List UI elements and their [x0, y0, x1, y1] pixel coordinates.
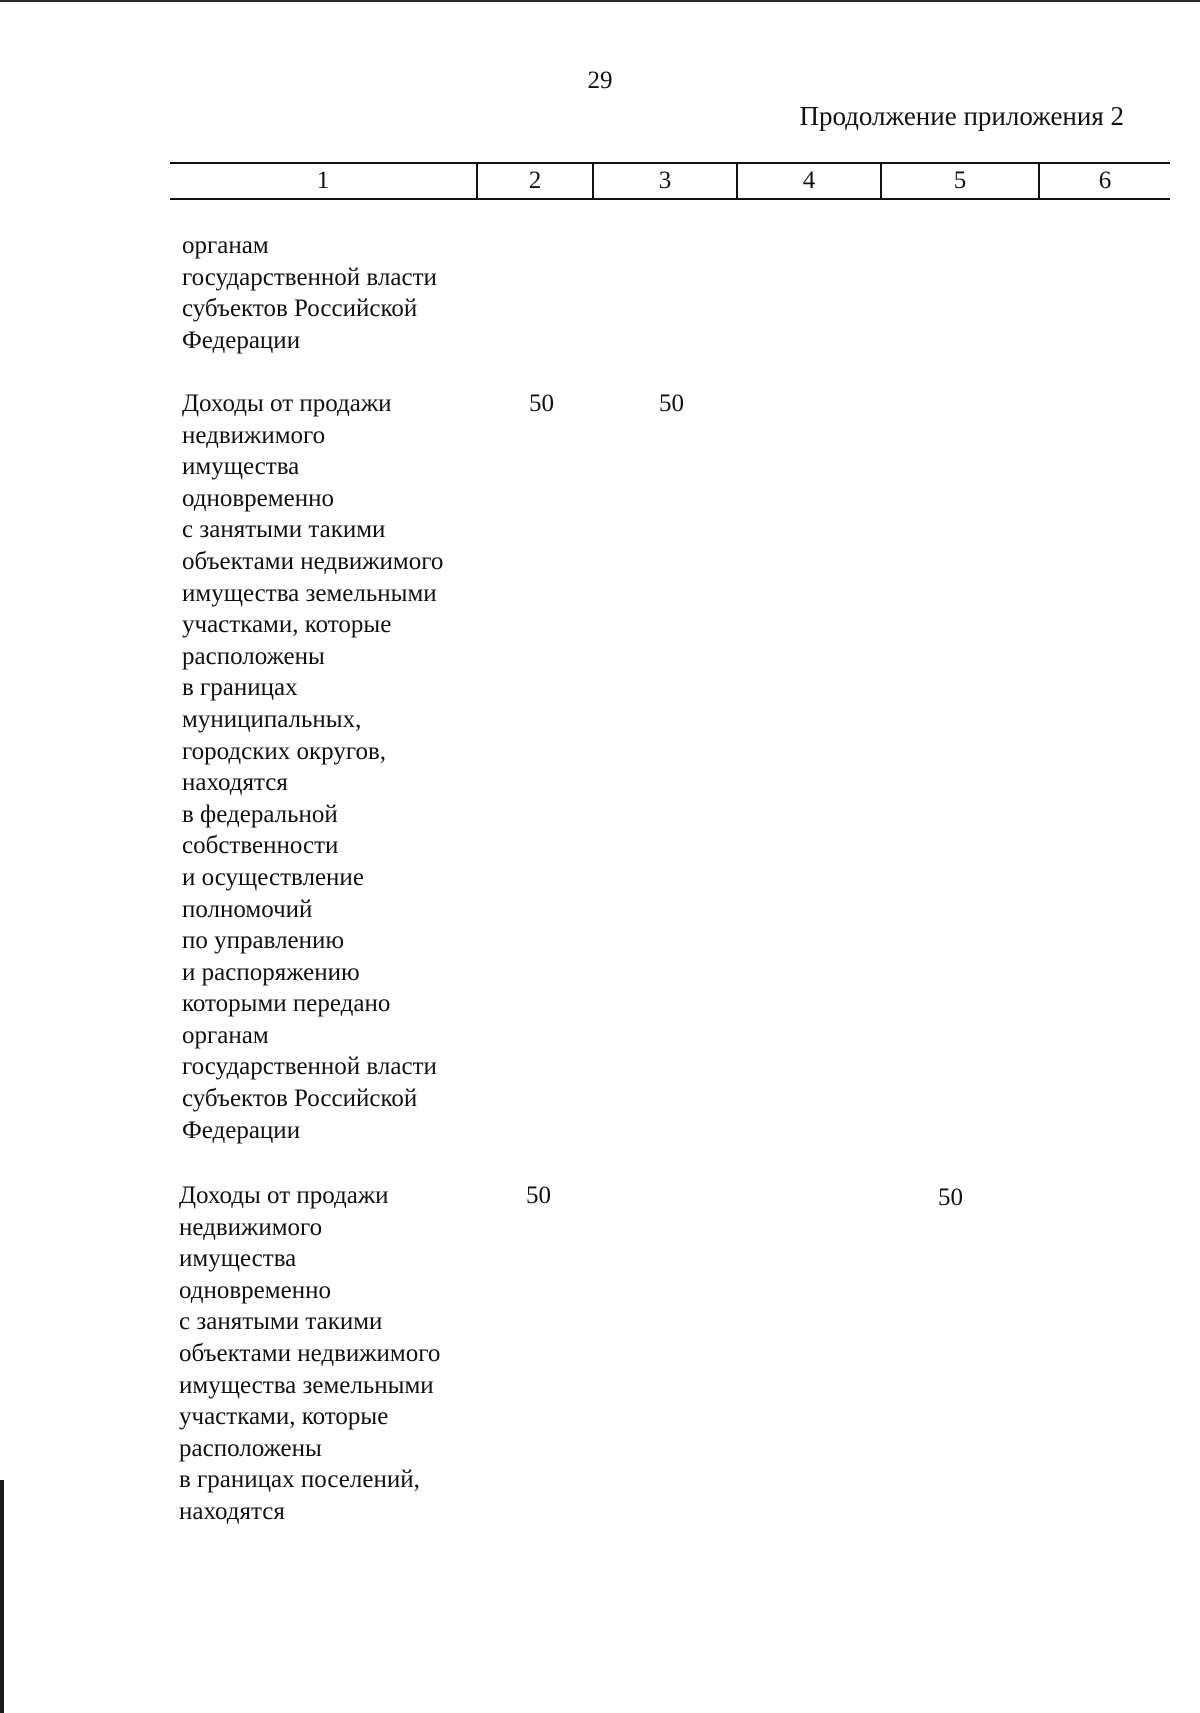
scan-edge-left — [0, 1480, 4, 1713]
page-number: 29 — [587, 67, 613, 94]
table-column-header — [170, 162, 1170, 200]
column-header-6: 6 — [1098, 167, 1112, 194]
column-header-1: 1 — [316, 167, 330, 194]
row-value-col5: 50 — [938, 1184, 963, 1211]
column-header-4: 4 — [802, 167, 816, 194]
row-value-col3: 50 — [659, 390, 684, 417]
row-description: органам государственной власти субъектов Российской Федерации — [182, 232, 437, 354]
row-value-col2: 50 — [526, 1182, 551, 1209]
column-header-5: 5 — [953, 167, 967, 194]
row-description: Доходы от продажи недвижимого имущества одновременно с занятыми такими объектами недвижимого имущества земельными участками, которые расположены в границах муниципальных, городских округов, находятся в федеральной собственности и осуществление полномочий по управлению и распоряжению которыми передано органам государственной власти субъектов Российской Федерации — [182, 390, 444, 1144]
scan-edge-top — [0, 0, 1200, 2]
row-description: Доходы от продажи недвижимого имущества одновременно с занятыми такими объектами недвижимого имущества земельными участками, которые расположены в границах поселений, находятся — [179, 1182, 441, 1525]
column-header-2: 2 — [528, 167, 542, 194]
row-value-col2: 50 — [529, 390, 554, 417]
column-header-3: 3 — [658, 167, 672, 194]
continuation-label: Продолжение приложения 2 — [799, 101, 1124, 131]
